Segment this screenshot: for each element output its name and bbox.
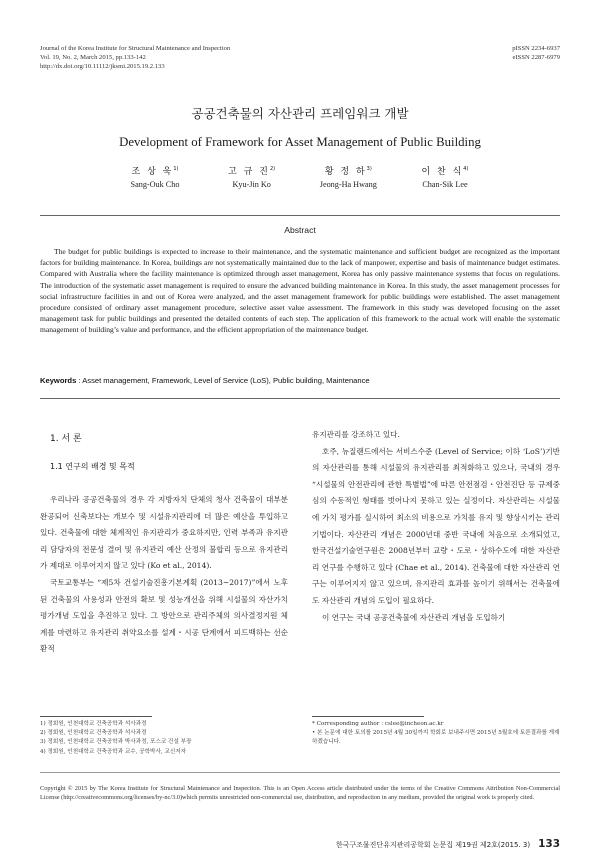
author xyxy=(207,164,297,189)
eissn: eISSN 2287-6979 xyxy=(512,54,560,61)
author-name-en: Chan-Sik Lee xyxy=(422,180,468,189)
footnote: 1) 정회원, 인천대학교 건축공학과 석사과정 xyxy=(40,721,147,727)
abstract-body: The budget for public buildings is expected to increase to their maintenance, and the systematic maintenance and sufficient budget are recognized as the important factors for building maintenance. In Korea, buildings are not systematically maintained due to the lack of manpower, expertise and basis of maintenance budget estimates. Compared with Australia where the facility maintenance is optimized through asset management, Korea has only passive maintenance systems that focus on regulations. The introduction of the systematic asset management is required to ensure the advanced building maintenance in Korea. In this study, the asset management processes for social infrastructure facilities in and out of Korea were analyzed, and the asset management framework for public buildings were established. The asset management procedure consisted of ordinary asset management procedure, selective asset value assessment. The framework in this study was developed focusing on the asset management task for public buildings and presented the detailed contents of each step. The application of this framework to the actual work will enable the systematic management of building’s value and performance, and the efficient appropriation of the maintenance budget. xyxy=(40,247,560,335)
author-name-en: Jeong-Ha Hwang xyxy=(319,180,377,189)
title-english: Development of Framework for Asset Management of Public Building xyxy=(119,135,481,149)
volume-info: Vol. 19, No. 2, March 2015, pp.133-142 xyxy=(40,54,146,61)
section-heading: 1. 서 론 xyxy=(50,434,82,444)
author-affil-mark: 2) xyxy=(269,166,276,172)
author xyxy=(400,164,490,189)
paragraph: 이 연구는 국내 공공건축물에 자산관리 개념을 도입하기 xyxy=(322,612,506,622)
title-korean: 공공건축물의 자산관리 프레임워크 개발 xyxy=(191,106,409,121)
author-name-en: Sang-Ouk Cho xyxy=(130,180,180,189)
footnote: 4) 정회원, 인천대학교 건축공학과 교수, 공학박사, 교신저자 xyxy=(40,748,187,755)
abstract-bottom-rule xyxy=(40,398,560,399)
footnote-rule-left xyxy=(40,716,152,717)
discussion-note: • 본 논문에 대한 토의를 2015년 4월 30일까지 학회로 보내주시면 2015년 5월호에 토론결과를 게재하겠습니다. xyxy=(312,730,560,746)
paragraph: 우리나라 공공건축물의 경우 각 지방자치 단체의 청사 건축물이 대부분 완공되어 신축보다는 개보수 및 시설유지관리에 더 많은 예산을 투입하고 있다. 건축물에 대한 체계적인 유지관리가 중요하지만, 인력 부족과 유지관리 담당자의 전문성 결여 및 유지관리 예산 산정의 불합리 등으로 유지관리가 제대로 이루어지지 않고 있다 (Ko et al., 2014). xyxy=(40,495,288,571)
right-column-text xyxy=(312,427,560,626)
doi-link[interactable]: http://dx.doi.org/10.11112/jksmi.2015.19.2.133 xyxy=(40,63,165,70)
footer-journal: 한국구조물진단유지관리공학회 논문집 제19권 제2호(2015. 3) xyxy=(335,841,531,849)
author-list xyxy=(110,164,490,189)
footnote-rule-right xyxy=(312,716,424,717)
author-name-en: Kyu-Jin Ko xyxy=(232,180,271,189)
copyright-notice: Copyright © 2015 by The Korea Institute for Structural Maintenance and Inspection. This is an Open Access article distributed under the terms of the Creative Commons Attribution Non-Commercial License (http://creativecommons.org/licenses/by-nc/3.0)which permits unrestricted non-commercial use, distribution, and reproduction in any medium, provided the original work is properly cited. xyxy=(40,785,560,802)
author-affil-mark: 4) xyxy=(463,166,469,172)
paragraph: 호주, 뉴질랜드에서는 서비스수준 (Level of Service; 이하 ‘LoS’)기반의 자산관리를 통해 시설물의 유지관리를 최적화하고 있으나, 국내의 경우 “시설물의 안전관리에 관한 특별법”에 따른 안전점검・안전진단 등 규제중심의 수동적인 형태를 벗어나지 못하고 있는 실정이다. 자산관리는 시설물에 가치 평가를 실시하여 최소의 비용으로 가치를 유지 및 향상시키는 관리기법이다. 자산관리 개념은 2000년대 중반 국내에 처음으로 소개되었고, 한국건설기술연구원은 2008년부터 교량・도로・상하수도에 대한 자산관리 연구를 수행하고 있다 (Chae et al., 2014). 건축물에 대한 자산관리 연구는 이루어지지 않고 있으며, 유지관리 효과를 높이기 위해서는 건축물에도 자산관리 개념의 도입이 필요하다. xyxy=(312,446,560,605)
author-affil-mark: 1) xyxy=(173,166,179,172)
footnotes-right xyxy=(312,720,560,748)
keywords-text: : Asset management, Framework, Level of Service (LoS), Public building, Maintenance xyxy=(76,376,370,385)
author xyxy=(110,164,200,189)
page-footer xyxy=(260,838,560,850)
left-column-text xyxy=(40,492,288,658)
page-number: 133 xyxy=(538,838,560,850)
abstract-heading: Abstract xyxy=(284,225,316,235)
author-name-ko: 이 찬 식 xyxy=(421,167,464,177)
copyright-rule xyxy=(40,772,560,773)
author-affil-mark: 3) xyxy=(366,166,372,172)
abstract-top-rule xyxy=(40,215,560,216)
keywords xyxy=(40,376,560,385)
footnotes-left xyxy=(40,720,288,757)
subsection-heading: 1.1 연구의 배경 및 목적 xyxy=(50,462,135,471)
keywords-label: Keywords xyxy=(40,376,77,385)
author xyxy=(303,164,393,189)
footnote: 2) 정회원, 인천대학교 건축공학과 석사과정 xyxy=(40,730,147,737)
author-name-ko: 조 상 욱 xyxy=(131,167,174,177)
issn-block xyxy=(470,44,560,62)
footnote: 3) 정회원, 인천대학교 건축공학과 박사과정, 포스코 건설 부장 xyxy=(40,739,192,746)
corresponding-author: * Corresponding author : cslee@incheon.ac.kr xyxy=(312,721,444,727)
author-name-ko: 황 정 하 xyxy=(324,167,367,177)
author-name-ko: 고 규 진 xyxy=(228,167,270,177)
journal-header xyxy=(40,44,400,71)
pissn: pISSN 2234-6937 xyxy=(512,45,560,52)
paragraph: 국토교통부는 “제5차 건설기술진흥기본계획 (2013~2017)”에서 노후된 건축물의 사용성과 안전의 확보 및 성능개선을 위해 시설물의 자산가치 평가개념 도입을 추진하고 있다. 그 방안으로 관리주체의 의사결정지원 체계를 마련하고 유지관리 취약요소를 설계・시공 단계에서 피드백하는 선순환적 xyxy=(40,577,288,654)
journal-name: Journal of the Korea Institute for Structural Maintenance and Inspection xyxy=(40,45,231,52)
paragraph: 유지관리를 강조하고 있다. xyxy=(312,430,400,439)
